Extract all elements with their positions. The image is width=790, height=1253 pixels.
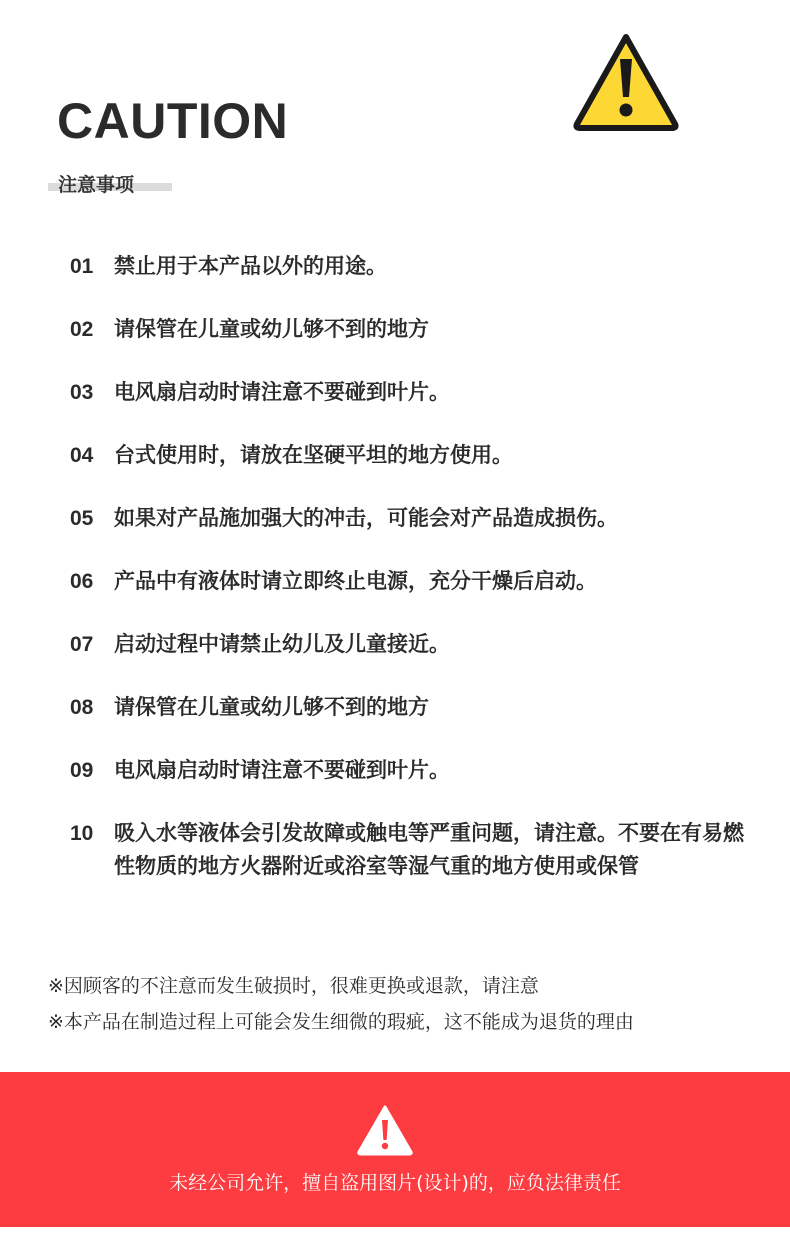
item-text: 禁止用于本产品以外的用途。 <box>114 254 387 278</box>
item-number: 04 <box>70 444 94 467</box>
note-line: ※本产品在制造过程上可能会发生细微的瑕疵，这不能成为退货的理由 <box>48 1011 634 1033</box>
list-item <box>70 439 770 472</box>
item-number: 05 <box>70 507 94 530</box>
list-item <box>70 565 770 598</box>
subtitle: 注意事项 <box>58 174 135 196</box>
warning-triangle-icon <box>571 31 681 133</box>
list-item <box>70 313 770 346</box>
item-text: 请保管在儿童或幼儿够不到的地方 <box>114 317 429 341</box>
item-number: 08 <box>70 696 94 719</box>
list-item <box>70 250 770 283</box>
item-number: 06 <box>70 570 94 593</box>
subtitle-section <box>48 170 134 202</box>
item-number: 01 <box>70 255 94 278</box>
item-text: 产品中有液体时请立即终止电源，充分干燥后启动。 <box>114 569 597 593</box>
list-item <box>70 376 770 409</box>
page-title: CAUTION <box>57 93 289 149</box>
item-text: 吸入水等液体会引发故障或触电等严重问题，请注意。不要在有易燃性物质的地方火器附近或浴室等湿气重的地方使用或保管 <box>114 821 744 878</box>
item-number: 02 <box>70 318 94 341</box>
item-text: 台式使用时，请放在坚硬平坦的地方使用。 <box>114 443 513 467</box>
list-item <box>70 817 770 883</box>
warning-triangle-icon <box>356 1104 414 1156</box>
list-item <box>70 754 770 787</box>
item-number: 07 <box>70 633 94 656</box>
item-text: 电风扇启动时请注意不要碰到叶片。 <box>114 758 450 782</box>
item-text: 如果对产品施加强大的冲击，可能会对产品造成损伤。 <box>114 506 618 530</box>
caution-list <box>70 250 770 913</box>
list-item <box>70 691 770 724</box>
note-line: ※因顾客的不注意而发生破损时，很难更换或退款，请注意 <box>48 975 539 997</box>
list-item <box>70 628 770 661</box>
item-number: 09 <box>70 759 94 782</box>
item-number: 10 <box>70 822 94 845</box>
item-text: 启动过程中请禁止幼儿及儿童接近。 <box>114 632 450 656</box>
copyright-notice: 未经公司允许，擅自盗用图片(设计)的，应负法律责任 <box>169 1172 621 1194</box>
item-text: 请保管在儿童或幼儿够不到的地方 <box>114 695 429 719</box>
footer-banner <box>0 1072 790 1227</box>
item-text: 电风扇启动时请注意不要碰到叶片。 <box>114 380 450 404</box>
item-number: 03 <box>70 381 94 404</box>
notes-section <box>48 968 778 1040</box>
list-item <box>70 502 770 535</box>
